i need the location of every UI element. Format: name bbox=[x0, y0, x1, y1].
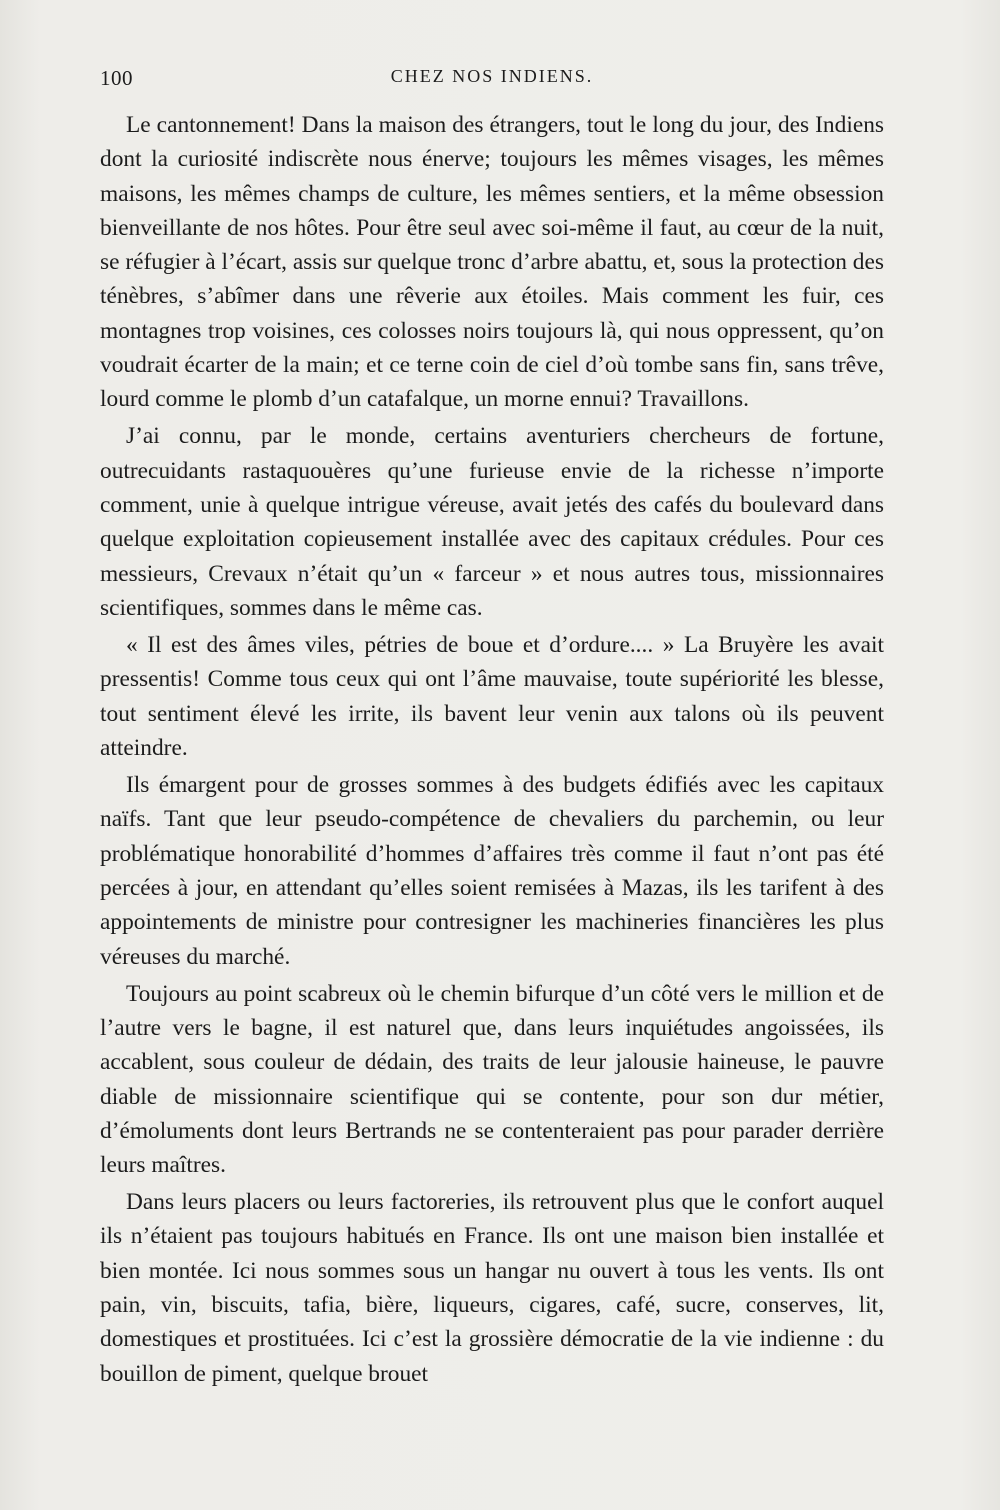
body-text bbox=[100, 108, 884, 1391]
paragraph-4: Ils émargent pour de grosses sommes à des budgets édifiés avec les capitaux naïfs. Tant que leur pseudo-compétence de chevaliers du parchemin, ou leur problématique honorabilité d’hommes d’affaires très comme il faut n’ont pas été percées à jour, en attendant qu’elles soient remisées à Mazas, ils les tarifent à des appointements de ministre pour contresigner les machineries financières les plus véreuses du marché. bbox=[100, 772, 884, 970]
running-title: CHEZ NOS INDIENS. bbox=[390, 66, 594, 86]
page-header bbox=[100, 62, 884, 92]
paragraph-5: Toujours au point scabreux où le chemin bifurque d’un côté vers le million et de l’autre vers le bagne, il est naturel que, dans leurs inquiétudes angoissées, ils accablent, sous couleur de dédain, des traits de leur jalousie haineuse, le pauvre diable de missionnaire scientifique qui se contente, pour son dur métier, d’émoluments dont leurs Bertrands ne se contenteraient pas pour parader derrière leurs maîtres. bbox=[100, 980, 884, 1179]
paragraph-6: Dans leurs placers ou leurs factoreries, ils retrouvent plus que le confort auquel ils n’étaient pas toujours habitués en France. Ils ont une maison bien installée et bien montée. Ici nous sommes sous un hangar nu ouvert à tous les vents. Ils ont pain, vin, biscuits, tafia, bière, liqueurs, cigares, café, sucre, conserves, lit, domestiques et prostituées. Ici c’est la grossière démocratie de la vie indienne : du bouillon de piment, quelque brouet bbox=[100, 1189, 884, 1387]
paragraph-2: J’ai connu, par le monde, certains aventuriers chercheurs de fortune, outrecuidants rastaquouères qu’une furieuse envie de la richesse n’importe comment, unie à quelque intrigue véreuse, avait jetés des cafés du boulevard dans quelque exploitation copieusement installée avec des capitaux crédules. Pour ces messieurs, Crevaux n’était qu’un « farceur » et nous autres tous, missionnaires scientifiques, sommes dans le même cas. bbox=[100, 423, 884, 621]
page-number: 100 bbox=[100, 66, 133, 90]
paragraph-1: Le cantonnement! Dans la maison des étrangers, tout le long du jour, des Indiens dont la curiosité indiscrète nous énerve; toujours les mêmes visages, les mêmes maisons, les mêmes champs de culture, les mêmes sentiers, et la même obsession bienveillante de nos hôtes. Pour être seul avec soi-même il faut, au cœur de la nuit, se réfugier à l’écart, assis sur quelque tronc d’arbre abattu, et, sous la protection des ténèbres, s’abîmer dans une rêverie aux étoiles. Mais comment les fuir, ces montagnes trop voisines, ces colosses noirs toujours là, qui nous oppressent, qu’on voudrait écarter de la main; et ce terne coin de ciel d’où tombe sans fin, sans trêve, lourd comme le plomb d’un catafalque, un morne ennui? Travaillons. bbox=[100, 112, 884, 413]
paragraph-3: « Il est des âmes viles, pétries de boue et d’ordure.... » La Bruyère les avait pressentis! Comme tous ceux qui ont l’âme mauvaise, toute supériorité les blesse, tout sentiment élevé les irrite, ils bavent leur venin aux talons où ils peuvent atteindre. bbox=[100, 632, 884, 761]
